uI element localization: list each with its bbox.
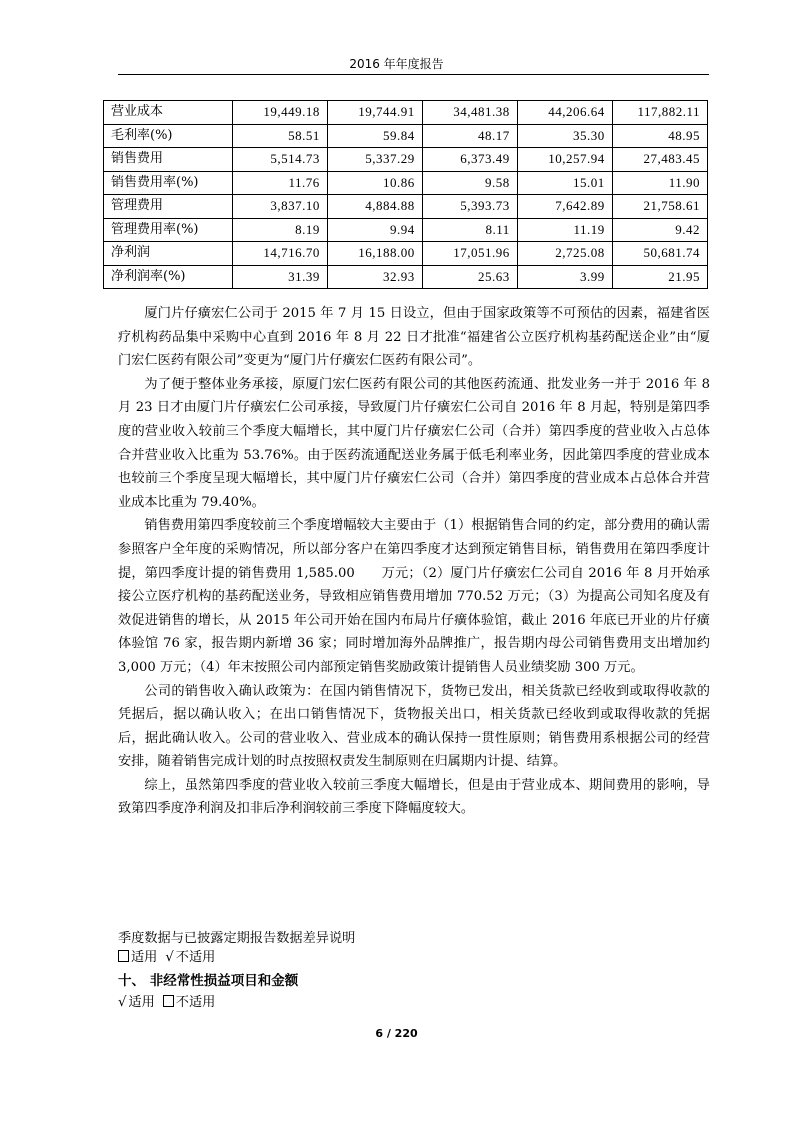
table-cell: 3.99 <box>517 265 612 289</box>
table-row <box>104 101 708 125</box>
table-row <box>104 242 708 266</box>
table-cell: 11.76 <box>232 171 327 195</box>
table-cell: 7,642.89 <box>517 195 612 219</box>
option-label: 不适用 <box>175 995 216 1010</box>
row-label: 净利润 <box>104 242 233 266</box>
table-cell: 8.11 <box>422 218 517 242</box>
table-cell: 34,481.38 <box>422 101 517 125</box>
paragraph-1: 厦门片仔癀宏仁公司于 2015 年 7 月 15 日设立，但由于国家政策等不可预估的因素，福建省医疗机构药品集中采购中心直到 2016 年 8 月 22 日才批准“福建省公立医疗机构基药配送企业”由“厦门宏仁医药有限公司”变更为“厦门片仔癀宏仁医药有限公司”。 <box>118 306 710 369</box>
paragraph-4: 公司的销售收入确认政策为：在国内销售情况下，货物已发出，相关货款已经收到或取得收款的凭据后，据以确认收入；在出口销售情况下，货物报关出口，相关货款已经收到或取得收款的凭据后，据此确认收入。公司的营业收入、营业成本的确认保持一贯性原则；销售费用系根据公司的经营安排，随着销售完成计划的时点按照权责发生制原则在归属期内计提、结算。 <box>118 683 710 770</box>
option-applicable[interactable] <box>118 995 155 1010</box>
table-cell: 19,449.18 <box>232 101 327 125</box>
table-cell: 5,393.73 <box>422 195 517 219</box>
section-options <box>118 994 223 1012</box>
table-cell: 19,744.91 <box>327 101 422 125</box>
table-cell: 8.19 <box>232 218 327 242</box>
option-not-applicable[interactable] <box>163 995 216 1010</box>
table-cell: 32.93 <box>327 265 422 289</box>
table-cell: 5,514.73 <box>232 148 327 172</box>
page-header-title: 2016 年年度报告 <box>349 57 444 71</box>
option-applicable[interactable] <box>118 950 157 965</box>
row-label: 管理费用 <box>104 195 233 219</box>
checkbox-empty-icon <box>163 995 174 1007</box>
table-row <box>104 148 708 172</box>
table-cell: 50,681.74 <box>612 242 707 266</box>
table-cell: 21,758.61 <box>612 195 707 219</box>
page-number: 6 / 220 <box>375 1027 418 1040</box>
table-cell: 35.30 <box>517 124 612 148</box>
table-cell: 117,882.11 <box>612 101 707 125</box>
table-cell: 59.84 <box>327 124 422 148</box>
row-label: 净利润率(%) <box>104 265 233 289</box>
table-cell: 58.51 <box>232 124 327 148</box>
paragraph-3: 销售费用第四季度较前三个季度增幅较大主要由于（1）根据销售合同的约定，部分费用的确认需参照客户全年度的采购情况，所以部分客户在第四季度才达到预定销售目标，销售费用在第四季度计提，第四季度计提的销售费用 1,585.00 万元；（2）厦门片仔癀宏仁公司自 2016 年 8 月开始承接公立医疗机构的基药配送业务，导致相应销售费用增加 770.52 万元；（3）为提高公司知名度及有效促进销售的增长，从 2015 年公司开始在国内布局片仔癀体验馆，截止 2016 年底已开业的片仔癀体验馆 76 家，报告期内新增 36 家；同时增加海外品牌推广，报告期内母公司销售费用支出增加约 3,000 万元；（4）年末按照公司内部预定销售奖励政策计提销售人员业绩奖励 300 万元。 <box>118 518 710 675</box>
row-label: 销售费用 <box>104 148 233 172</box>
quarterly-financial-table <box>103 100 708 289</box>
checkbox-empty-icon <box>118 950 129 962</box>
table-cell: 9.42 <box>612 218 707 242</box>
table-cell: 15.01 <box>517 171 612 195</box>
table-cell: 9.58 <box>422 171 517 195</box>
table-cell: 10,257.94 <box>517 148 612 172</box>
option-label: 适用 <box>128 995 155 1010</box>
table-cell: 48.95 <box>612 124 707 148</box>
body-paragraphs <box>118 302 710 821</box>
paragraph-2: 为了便于整体业务承接，原厦门宏仁医药有限公司的其他医药流通、批发业务一并于 2016 年 8 月 23 日才由厦门片仔癀宏仁公司承接，导致厦门片仔癀宏仁公司自 2016 年 8 月起，特别是第四季度的营业收入较前三个季度大幅增长，其中厦门片仔癀宏仁公司（合并）第四季度的营业收入占总体合并营业收入比重为 53.76%。由于医药流通配送业务属于低毛利率业务，因此第四季度的营业成本也较前三个季度呈现大幅增长，其中厦门片仔癀宏仁公司（合并）第四季度的营业成本占总体合并营业成本比重为 79.40%。 <box>118 376 710 510</box>
option-label: 适用 <box>131 950 158 965</box>
table-cell: 27,483.45 <box>612 148 707 172</box>
check-mark-icon: √ <box>118 995 127 1010</box>
table-row <box>104 218 708 242</box>
table-cell: 44,206.64 <box>517 101 612 125</box>
table-row <box>104 124 708 148</box>
table-cell: 16,188.00 <box>327 242 422 266</box>
header-divider <box>118 74 709 75</box>
table-cell: 2,725.08 <box>517 242 612 266</box>
table-cell: 17,051.96 <box>422 242 517 266</box>
check-mark-icon: √ <box>165 950 174 965</box>
table-cell: 48.17 <box>422 124 517 148</box>
table-cell: 11.19 <box>517 218 612 242</box>
table-row <box>104 195 708 219</box>
table-cell: 10.86 <box>327 171 422 195</box>
paragraph-5: 综上，虽然第四季度的营业收入较前三季度大幅增长，但是由于营业成本、期间费用的影响，导致第四季度净利润及扣非后净利润较前三季度下降幅度较大。 <box>118 777 710 817</box>
row-label: 营业成本 <box>104 101 233 125</box>
table-cell: 31.39 <box>232 265 327 289</box>
table-row <box>104 265 708 289</box>
quarter-difference-note: 季度数据与已披露定期报告数据差异说明 <box>118 931 356 946</box>
option-label: 不适用 <box>175 950 216 965</box>
option-not-applicable[interactable] <box>165 950 215 965</box>
table-cell: 25.63 <box>422 265 517 289</box>
row-label: 管理费用率(%) <box>104 218 233 242</box>
table-cell: 14,716.70 <box>232 242 327 266</box>
row-label: 销售费用率(%) <box>104 171 233 195</box>
table-cell: 11.90 <box>612 171 707 195</box>
table-cell: 9.94 <box>327 218 422 242</box>
table-cell: 4,884.88 <box>327 195 422 219</box>
table-cell: 6,373.49 <box>422 148 517 172</box>
table-cell: 3,837.10 <box>232 195 327 219</box>
table-cell: 21.95 <box>612 265 707 289</box>
quarter-note-options <box>118 949 223 967</box>
table-cell: 5,337.29 <box>327 148 422 172</box>
row-label: 毛利率(%) <box>104 124 233 148</box>
table-row <box>104 171 708 195</box>
section-heading: 十、 非经常性损益项目和金额 <box>118 973 299 989</box>
